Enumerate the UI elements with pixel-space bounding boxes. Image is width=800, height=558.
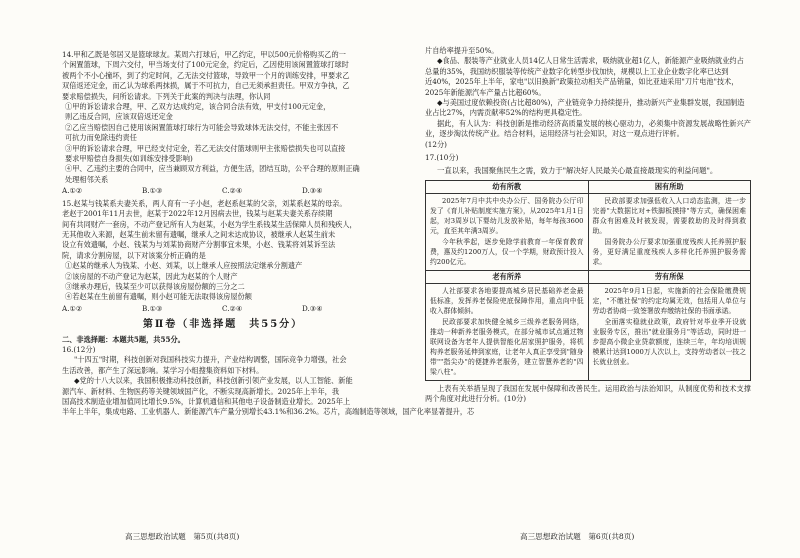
choice-c: C.②④ bbox=[222, 186, 243, 196]
q16-bullet-line: 半年上半年，集成电路、工业机器人、新能源汽车产量分别增长43.1%和36.2%。芯片，高端制造等领域，国产化率显著提升，芯 bbox=[62, 407, 475, 417]
question-14 bbox=[62, 50, 384, 197]
q17-quote: 一直以来，我国聚焦民生之需，致力于"解决好人民最关心最直接最现实的利益问题"。 bbox=[437, 166, 718, 176]
q15-choices bbox=[62, 304, 384, 314]
q14-option: 要求甲赔偿自身损失(如训练安排受影响) bbox=[65, 154, 193, 164]
q14-choices bbox=[62, 186, 384, 196]
choice-a: A.①② bbox=[62, 186, 83, 196]
cell-paragraph: 民政部要求加强低收入人口动态监测，进一步完善"大数据比对+铁脚板摸排"等方式，确保困难群众有困难及时被发现，需要救助的及时得到救助。 bbox=[592, 196, 746, 235]
q14-line: 要求赔偿损失，问所讼请求。下列关于此案的判决与法理，你认同 bbox=[62, 91, 271, 101]
table-cell bbox=[588, 283, 751, 380]
q16-analysis: 据此，有人认为：科技创新是推动经济高质量发展的核心驱动力，必须集中资源发展战略性新兴产业，逐步淘汰传统产业。结合材料，运用经济与社会知识，对这一观点进行评析。 bbox=[425, 118, 751, 139]
page-footer: 高三思想政治试题 第5页(共8页) bbox=[125, 532, 240, 541]
part-2-title: 第Ⅱ卷（非选择题 共55分） bbox=[142, 319, 304, 331]
table-header: 劳有所保 bbox=[588, 270, 751, 283]
section-heading: 二、非选择题：本题共5题，共55分。 bbox=[62, 334, 185, 344]
table-header: 老有所养 bbox=[426, 270, 589, 283]
question-16 bbox=[62, 344, 475, 418]
q14-option: ②乙应当赔偿因自己使用该闲置篮球打球行为可能会导致球体无法交付，不能主张因不 bbox=[65, 122, 339, 132]
q15-line: 无其他收入来源，赵某生前未留有遗嘱，继承人之间未达成协议，被继承人赵某生前未 bbox=[62, 229, 336, 239]
cell-paragraph: 人社部要求各地要提高城乡居民基础养老金最低标准，发挥养老保险兜底保障作用，重点向中低收入群体倾斜。 bbox=[430, 286, 584, 315]
question-17 bbox=[425, 153, 751, 405]
q16-bullet-line: 国高技术制造业增加值同比增长9.5%，计算机通信和其他电子设备制造业增长。2025年上 bbox=[62, 397, 351, 406]
table-header: 困有所助 bbox=[588, 180, 751, 193]
q16-intro: 生活改善，都产生了深远影响。某学习小组搜集资料如下材料。 bbox=[62, 365, 264, 375]
q15-option: ②该房屋的不动产登记为赵某，因此为赵某的个人财产 bbox=[65, 271, 238, 281]
q14-option: 可抗力而免除违约责任 bbox=[65, 133, 137, 143]
q16-line: 近40%，2025年上半年，家电"以旧换新"政策拉动相关产品销量，如比亚迪采用"刀片电池"技术， bbox=[425, 77, 739, 87]
q14-option: 则乙违反合同，应该双倍返还定金 bbox=[65, 112, 173, 122]
cell-paragraph: 今年秋季起，逐步免除学前教育一年保育教育费，惠及约1200万人，仅一个学期，财政预计投入约200亿元。 bbox=[430, 237, 584, 266]
q15-option: ①赵某的继承人为钱某、小赵、刘某，以上继承人应按照法定继承分割遗产 bbox=[65, 261, 303, 271]
choice-b: B.①③ bbox=[142, 303, 163, 313]
livelihood-table bbox=[425, 180, 751, 381]
question-15 bbox=[62, 199, 384, 314]
table-cell bbox=[426, 283, 589, 380]
q16-bullet-line: 源汽车、新材料、生物医药等关键领域国产化，不断实现高新增长。2025年上半年，我 bbox=[62, 386, 340, 396]
table-header: 幼有所教 bbox=[426, 180, 589, 193]
q14-option: ③甲的诉讼请求合理，甲已经支付定金，若乙无法交付篮球则甲主张赔偿损失也可以直接 bbox=[65, 143, 346, 153]
q16-points: (12分) bbox=[425, 139, 447, 149]
q14-line: 14.甲和乙既是邻居又是篮球球友。某周六打球后，甲乙约定，甲以500元价格购买乙的一 bbox=[62, 50, 346, 59]
q14-option: 处理相邻关系 bbox=[65, 174, 109, 184]
q16-line: 总量的35%，我国纺织服装等传统产业数字化转型步伐加快，规模以上工业企业数字化率已达到 bbox=[425, 66, 729, 76]
q15-line: 间有共同财产一套房，不动产登记所有人为赵某，小赵为学生系钱某生活保障人员和残疾人， bbox=[62, 219, 357, 229]
choice-b: B.①③ bbox=[142, 186, 163, 196]
q16-line: ◆食品、服装等产业就业人员14亿人日常生活需求，吸纳就业超1亿人，新能源产业吸纳就业约占 bbox=[437, 56, 744, 66]
q15-option: ④若赵某在生前留有遗嘱，则小赵可能无法取得该房屋份额 bbox=[65, 292, 252, 302]
cell-paragraph: 民政部要求加快健全城乡三级养老服务网络，推动一种新养老服务模式，在部分城市试点通过物联网设备为老年人提供智能化居家照护服务，将机构养老服务延伸到家庭，让老年人真正享受到"随身带""指尖办"的便捷养老服务，建立智慧养老的"四梁八柱"。 bbox=[430, 317, 584, 376]
q17-number: 17.(10分) bbox=[425, 153, 459, 163]
choice-d: D.③④ bbox=[302, 303, 323, 313]
q16-continued bbox=[425, 46, 751, 150]
q16-bullet: ◆党的十八大以来，我国积极推动科技创新，科技创新引领产业发展，以人工智能、新能 bbox=[74, 376, 353, 386]
table-cell bbox=[588, 193, 751, 270]
q14-option: ①甲的诉讼请求合理，甲、乙双方达成约定，该合同合法有效，甲支付100元定金， bbox=[65, 102, 331, 112]
choice-a: A.①② bbox=[62, 303, 83, 313]
q15-line: 院，请求分割房屋，以下对该案分析正确的是 bbox=[62, 250, 206, 260]
q15-line: 老赵于2001年11月去世，赵某于2022年12月因病去世，钱某与赵某夫妻关系存续期 bbox=[62, 209, 333, 219]
q16-line: 业占比27%，内需贡献率52%的结构更具稳定性。 bbox=[425, 108, 587, 118]
q14-line: 个闲置篮球，下周六交付，甲当场支付了100元定金，约定后，乙因使用该闲置篮球打球时 bbox=[62, 60, 349, 70]
right-column bbox=[425, 46, 751, 405]
q14-line: 双倍返还定金，而乙认为球系两抹损，属于不可抗力，自己无须承担责任。甲双方争执，乙 bbox=[62, 81, 350, 91]
choice-d: D.③④ bbox=[302, 186, 323, 196]
q16-intro: "十四五"时期，科技创新对我国科技实力提升，产业结构调整，国际竞争力增强，社会 bbox=[74, 355, 347, 365]
q17-task: 上表有关举措呈现了我国在发展中保障和改善民生。运用政治与法治知识，从制度优势和技术支撑两个角度对此进行分析。(10分) bbox=[425, 383, 751, 404]
q15-option: ③继承办理后，钱某至少可以获得该房屋份额的三分之二 bbox=[65, 281, 245, 291]
q14-option: ④甲、乙违约主要的合同中，应当兼顾双方利益，方便生活，团结互助，公平合理的原则正确 bbox=[65, 164, 360, 174]
cell-paragraph: 2025年9月1日起，实施新的社会保险缴费规定，"不缴社保"的约定均属无效，包括用人单位与劳动者协商一致签署放弃缴纳社保的书面承诺。 bbox=[592, 286, 746, 315]
q16-line: ◆与美国过度依赖投资(占比超80%)，产业链竞争力持续提升，推动新兴产业集群发展，我国制造 bbox=[437, 98, 745, 108]
q15-line: 设立有效遗嘱，小赵、钱某为与刘某协商财产分割事宜未果，小赵、钱某将刘某诉至法 bbox=[62, 240, 336, 250]
q16-number: 16.(12分) bbox=[62, 344, 96, 354]
table-cell bbox=[426, 193, 589, 270]
cell-paragraph: 全面落实稳就业政策，政府针对毕业季开设就业服务专区，推出"就业服务月"等活动，同时进一步提高小微企业贷款额度，连续三年，年均培训规模累计达到1000万人次以上，支持劳动者以一技之长就业创业。 bbox=[592, 317, 746, 366]
q16-line: 片自给率提升至50%。 bbox=[425, 46, 499, 55]
page-footer: 高三思想政治试题 第6页(共8页) bbox=[520, 532, 635, 541]
choice-c: C.②④ bbox=[222, 303, 243, 313]
q16-line: 2025年新能源汽车产量占比超60%。 bbox=[425, 87, 546, 97]
cell-paragraph: 国务院办公厅要求加强重度残疾人托养照护服务，更好满足重度残疾人多样化托养照护服务需求。 bbox=[592, 237, 746, 266]
q14-line: 被两个不小心撞坏，到了约定时间，乙无法交付篮球，导致甲一个月的训练安排，甲要求乙 bbox=[62, 70, 350, 80]
cell-paragraph: 2025年7月中共中央办公厅、国务院办公厅印发了《育儿补贴制度实施方案》，从2025年1月1日起，对3周岁以下婴幼儿发放补贴，每年每孩3600元，直至其年满3周岁。 bbox=[430, 196, 584, 235]
q15-line: 15.赵某与钱某系夫妻关系，两人育有一子小赵，老赵系赵某的父亲，刘某系赵某的母亲。 bbox=[62, 198, 347, 208]
